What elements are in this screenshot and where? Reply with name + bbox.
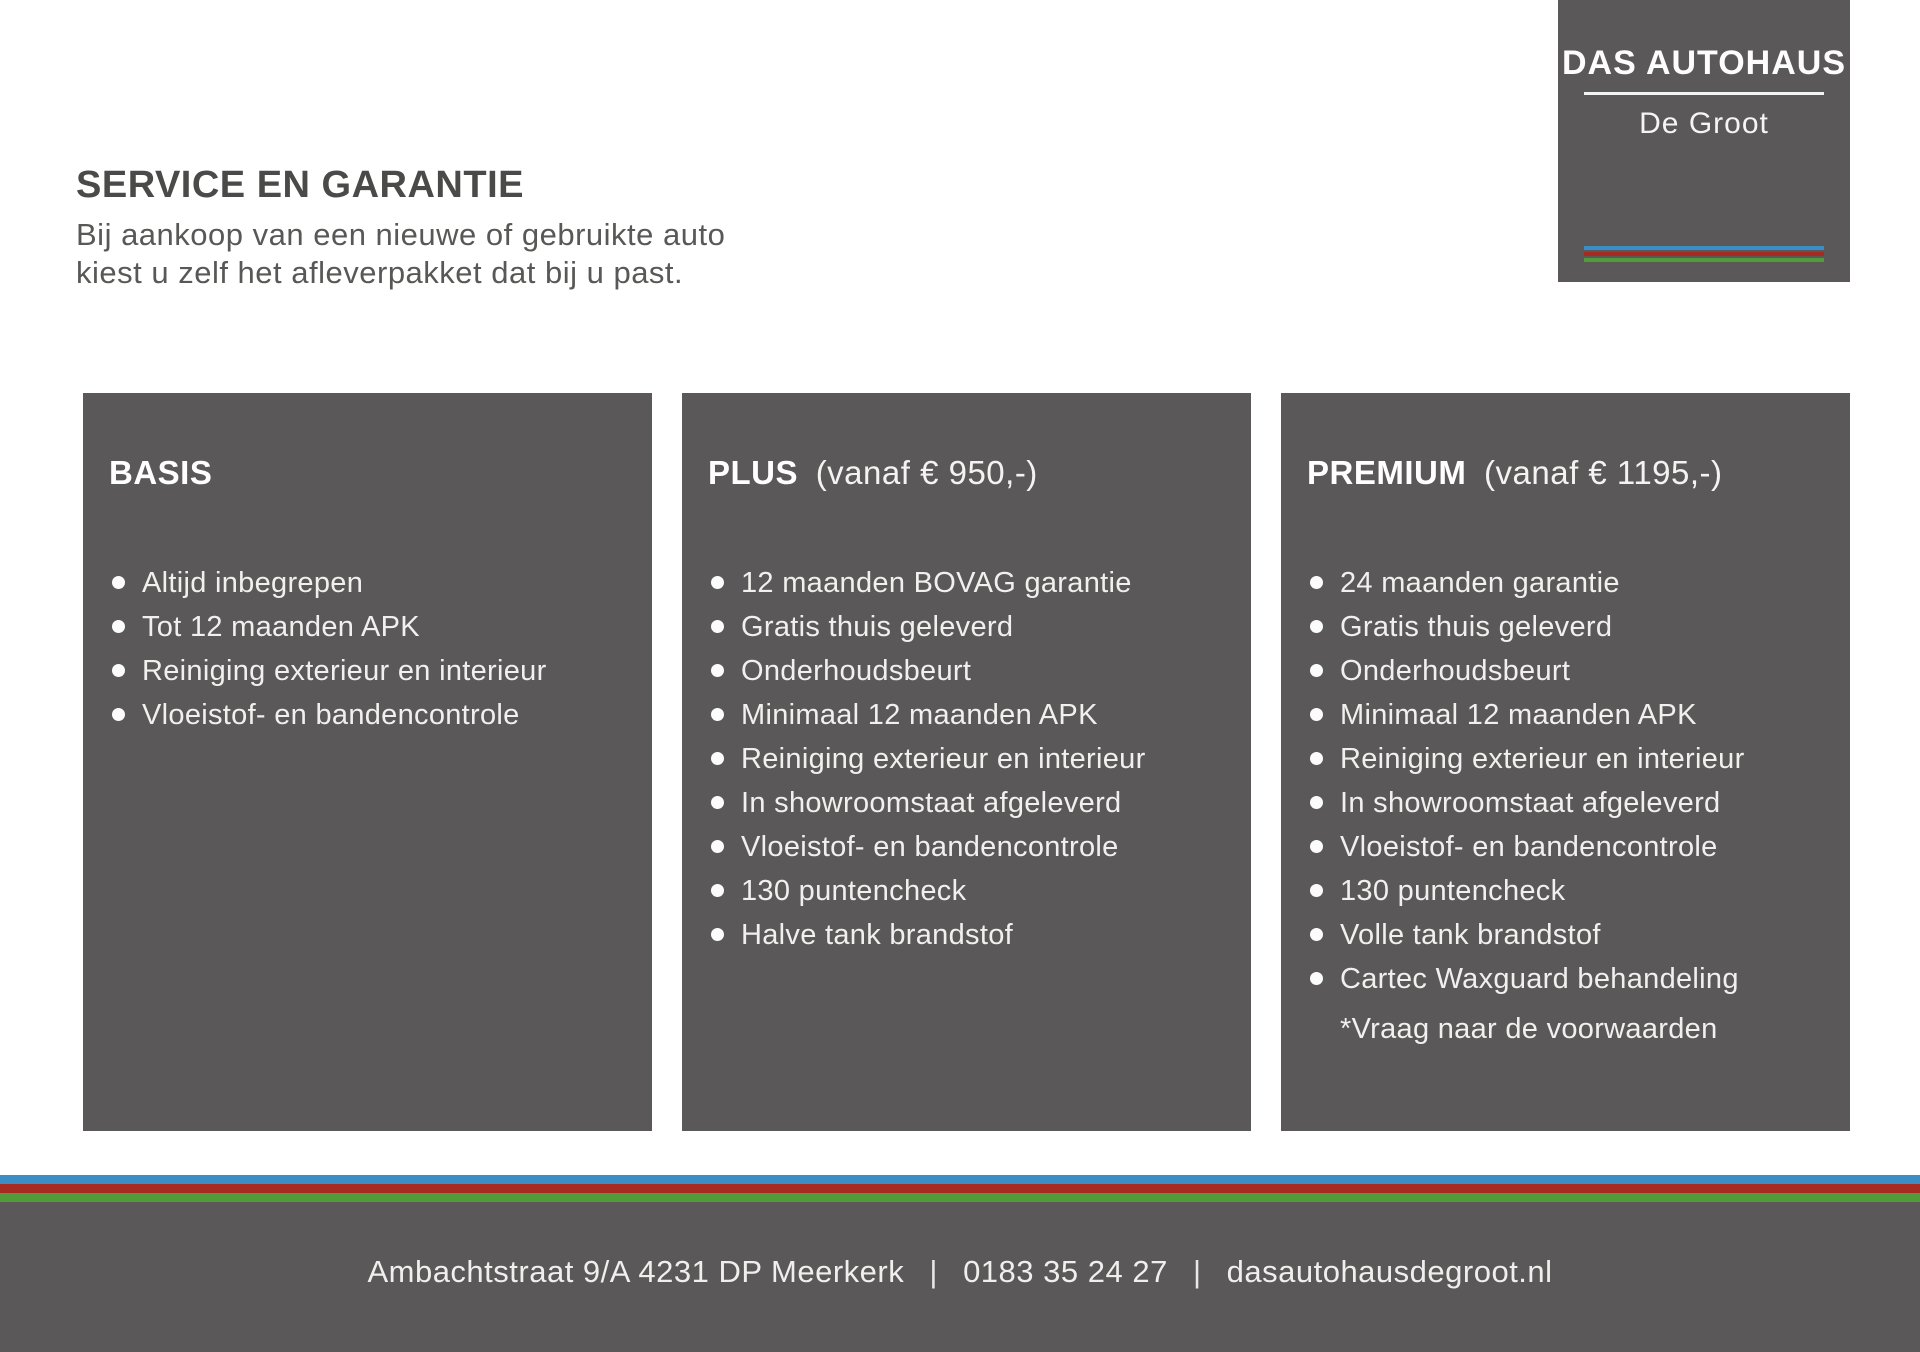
- brand-name: DAS AUTOHAUS: [1561, 44, 1847, 82]
- stripe-green-icon: [0, 1193, 1920, 1202]
- bullet-icon: [711, 796, 724, 809]
- bullet-icon: [711, 840, 724, 853]
- package-title: [708, 453, 1227, 493]
- package-title: [1307, 453, 1826, 493]
- package-feature-list: [1307, 561, 1826, 1001]
- package-name: PLUS: [708, 454, 799, 491]
- bullet-icon: [711, 664, 724, 677]
- intro-section: [76, 164, 725, 292]
- feature-item: [1307, 781, 1826, 825]
- feature-item: [708, 913, 1227, 957]
- bullet-icon: [112, 708, 125, 721]
- feature-item: [708, 649, 1227, 693]
- bullet-icon: [1310, 708, 1323, 721]
- stripe-green-icon: [1584, 258, 1824, 262]
- feature-item: [109, 649, 628, 693]
- feature-item: [708, 825, 1227, 869]
- bullet-icon: [1310, 972, 1323, 985]
- bullet-icon: [711, 620, 724, 633]
- bullet-icon: [1310, 620, 1323, 633]
- feature-item: [1307, 825, 1826, 869]
- bullet-icon: [112, 576, 125, 589]
- stripe-blue-icon: [0, 1175, 1920, 1184]
- footer-contact-line: [0, 1254, 1920, 1290]
- footer-address: Ambachtstraat 9/A 4231 DP Meerkerk: [367, 1254, 905, 1289]
- feature-text: Gratis thuis geleverd: [741, 611, 1014, 643]
- feature-text: Minimaal 12 maanden APK: [1340, 699, 1697, 731]
- feature-text: Reiniging exterieur en interieur: [741, 743, 1146, 775]
- feature-item: [1307, 737, 1826, 781]
- feature-item: [1307, 869, 1826, 913]
- intro-line-2: kiest u zelf het afleverpakket dat bij u past.: [76, 255, 684, 290]
- package-card: [1281, 393, 1850, 1131]
- feature-item: [1307, 561, 1826, 605]
- bullet-icon: [1310, 840, 1323, 853]
- feature-text: Volle tank brandstof: [1340, 919, 1601, 951]
- feature-item: [109, 561, 628, 605]
- footer-tricolor-stripes: [0, 1175, 1920, 1202]
- intro-line-1: Bij aankoop van een nieuwe of gebruikte auto: [76, 217, 726, 252]
- bullet-icon: [711, 884, 724, 897]
- feature-item: [708, 869, 1227, 913]
- feature-item: [1307, 957, 1826, 1001]
- package-feature-list: [708, 561, 1227, 957]
- feature-text: Vloeistof- en bandencontrole: [142, 699, 520, 731]
- package-name: BASIS: [109, 454, 213, 491]
- package-card: [682, 393, 1251, 1131]
- feature-item: [708, 605, 1227, 649]
- footer-phone: 0183 35 24 27: [963, 1254, 1168, 1289]
- bullet-icon: [711, 752, 724, 765]
- feature-text: Reiniging exterieur en interieur: [1340, 743, 1745, 775]
- feature-text: In showroomstaat afgeleverd: [1340, 787, 1721, 819]
- bullet-icon: [1310, 796, 1323, 809]
- feature-text: Gratis thuis geleverd: [1340, 611, 1613, 643]
- bullet-icon: [711, 928, 724, 941]
- package-feature-list: [109, 561, 628, 737]
- bullet-icon: [112, 620, 125, 633]
- feature-text: Vloeistof- en bandencontrole: [1340, 831, 1718, 863]
- stripe-blue-icon: [1584, 246, 1824, 250]
- logo-underline: [1584, 92, 1824, 95]
- brand-logo-box: [1558, 0, 1850, 282]
- package-name: PREMIUM: [1307, 454, 1467, 491]
- feature-item: [109, 693, 628, 737]
- feature-text: Minimaal 12 maanden APK: [741, 699, 1098, 731]
- footer-separator: |: [1192, 1254, 1202, 1289]
- page-title: SERVICE EN GARANTIE: [76, 164, 524, 206]
- feature-text: Altijd inbegrepen: [142, 567, 364, 599]
- package-price: (vanaf € 950,-): [815, 454, 1038, 491]
- feature-item: [1307, 649, 1826, 693]
- package-card: [83, 393, 652, 1131]
- bullet-icon: [112, 664, 125, 677]
- feature-text: In showroomstaat afgeleverd: [741, 787, 1122, 819]
- feature-text: Vloeistof- en bandencontrole: [741, 831, 1119, 863]
- bullet-icon: [1310, 664, 1323, 677]
- footer-website: dasautohausdegroot.nl: [1226, 1254, 1553, 1289]
- feature-item: [708, 693, 1227, 737]
- feature-item: [708, 781, 1227, 825]
- footer-band: [0, 1202, 1920, 1352]
- feature-text: Cartec Waxguard behandeling: [1340, 963, 1739, 995]
- bullet-icon: [711, 576, 724, 589]
- feature-text: Halve tank brandstof: [741, 919, 1013, 951]
- feature-item: [708, 737, 1227, 781]
- package-price: (vanaf € 1195,-): [1484, 454, 1723, 491]
- bullet-icon: [711, 708, 724, 721]
- feature-text: 24 maanden garantie: [1340, 567, 1620, 599]
- stripe-red-icon: [0, 1184, 1920, 1193]
- feature-text: Onderhoudsbeurt: [741, 655, 972, 687]
- feature-text: Tot 12 maanden APK: [142, 611, 420, 643]
- feature-item: [1307, 913, 1826, 957]
- feature-item: [1307, 605, 1826, 649]
- feature-item: [109, 605, 628, 649]
- feature-text: 130 puntencheck: [1340, 875, 1566, 907]
- package-title: [109, 453, 628, 493]
- package-cards: [83, 393, 1850, 1131]
- feature-text: Reiniging exterieur en interieur: [142, 655, 547, 687]
- stripe-red-icon: [1584, 252, 1824, 256]
- bullet-icon: [1310, 884, 1323, 897]
- feature-item: [1307, 693, 1826, 737]
- bullet-icon: [1310, 576, 1323, 589]
- bullet-icon: [1310, 928, 1323, 941]
- feature-text: Onderhoudsbeurt: [1340, 655, 1571, 687]
- brand-subname: De Groot: [1639, 107, 1769, 140]
- package-footnote: *Vraag naar de voorwaarden: [1340, 1013, 1718, 1045]
- feature-item: [708, 561, 1227, 605]
- footer-separator: |: [929, 1254, 938, 1289]
- feature-text: 130 puntencheck: [741, 875, 967, 907]
- bullet-icon: [1310, 752, 1323, 765]
- logo-tricolor-stripes: [1584, 246, 1824, 262]
- feature-text: 12 maanden BOVAG garantie: [741, 567, 1132, 599]
